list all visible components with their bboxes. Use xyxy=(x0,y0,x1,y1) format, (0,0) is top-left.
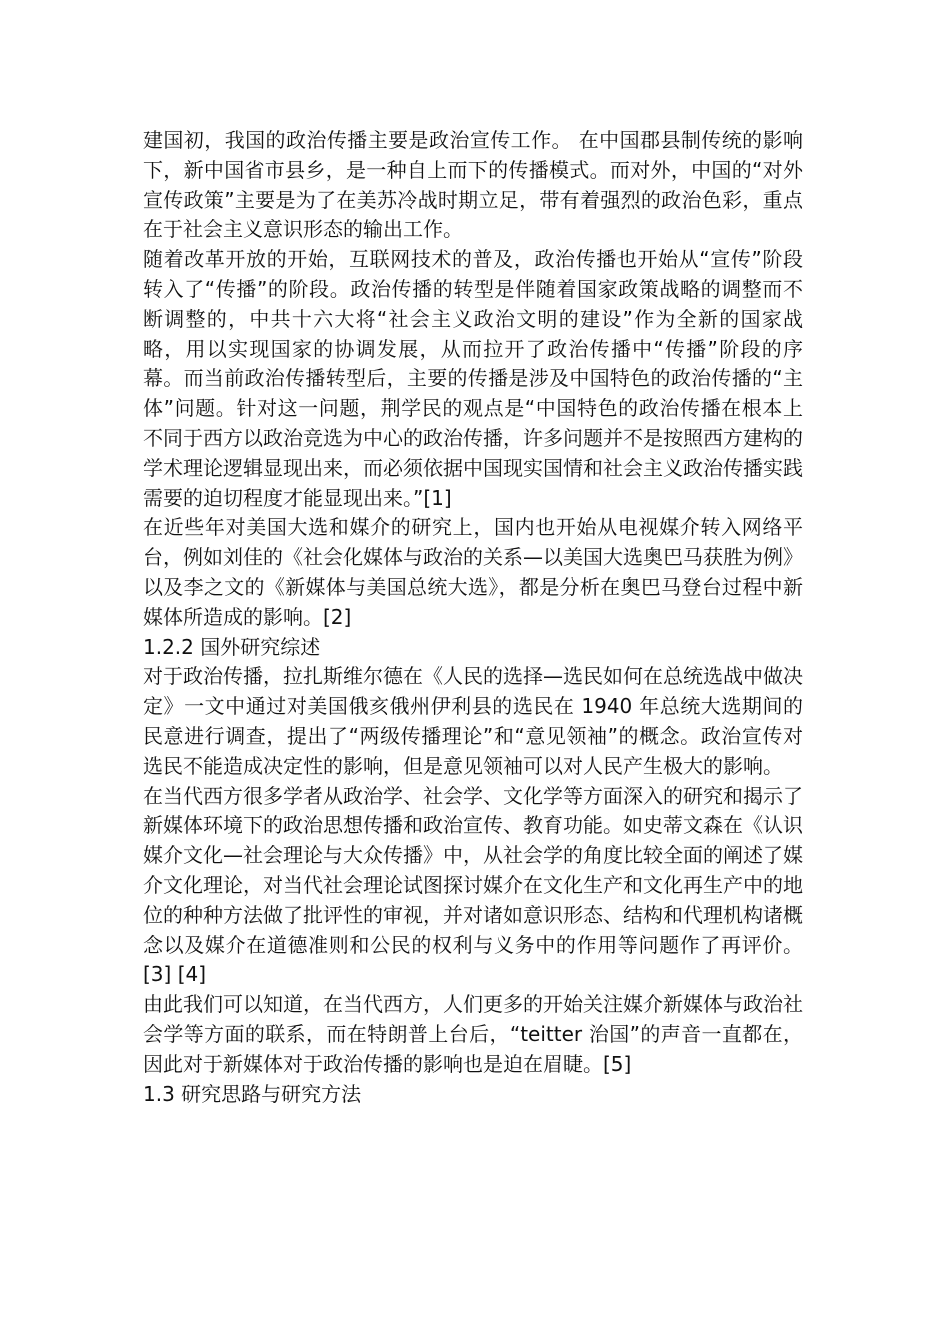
section-heading-foreign-research: 1.2.2 国外研究综述 xyxy=(143,634,321,659)
paragraph-lazarsfeld: 对于政治传播，拉扎斯维尔德在《人民的选择—选民如何在总统选战中做决定》一文中通过对美国俄亥俄州伊利县的选民在 1940 年总统大选期间的民意进行调查，提出了“两级传播理论”和“意见领袖”的概念。政治宣传对选民不能造成决定性的影响，但是意见领袖可以对人民产生极大的影响。 xyxy=(143,664,803,778)
document-page xyxy=(143,126,803,1109)
paragraph-domestic-us-election-research: 在近些年对美国大选和媒介的研究上，国内也开始从电视媒介转入网络平台，例如刘佳的《社会化媒体与政治的关系—以美国大选奥巴马获胜为例》以及李之文的《新媒体与美国总统大选》，都是分析在奥巴马登台过程中新媒体所造成的影响。[2] xyxy=(143,515,803,629)
paragraph-conclusion: 由此我们可以知道，在当代西方，人们更多的开始关注媒介新媒体与政治社会学等方面的联系，而在特朗普上台后，“teitter 治国”的声音一直都在，因此对于新媒体对于政治传播的影响也是迫在眉睫。[5] xyxy=(143,992,803,1076)
section-heading-research-methods: 1.3 研究思路与研究方法 xyxy=(143,1081,362,1106)
paragraph-early-propaganda: 建国初，我国的政治传播主要是政治宣传工作。 在中国郡县制传统的影响下，新中国省市县乡，是一种自上而下的传播模式。而对外，中国的“对外宣传政策”主要是为了在美苏冷战时期立足，带有着强烈的政治色彩，重点在于社会主义意识形态的输出工作。 xyxy=(143,128,803,242)
paragraph-reform-transition: 随着改革开放的开始，互联网技术的普及，政治传播也开始从“宣传”阶段转入了“传播”的阶段。政治传播的转型是伴随着国家政策战略的调整而不断调整的，中共十六大将“社会主义政治文明的建设”作为全新的国家战略，用以实现国家的协调发展，从而拉开了政治传播中“传播”阶段的序幕。而当前政治传播转型后，主要的传播是涉及中国特色的政治传播的“主体”问题。针对这一问题，荆学民的观点是“中国特色的政治传播在根本上不同于西方以政治竞选为中心的政治传播，许多问题并不是按照西方建构的学术理论逻辑显现出来，而必须依据中国现实国情和社会主义政治传播实践需要的迫切程度才能显现出来。”[1] xyxy=(143,247,803,510)
paragraph-western-scholars: 在当代西方很多学者从政治学、社会学、文化学等方面深入的研究和揭示了新媒体环境下的政治思想传播和政治宣传、教育功能。如史蒂文森在《认识媒介文化—社会理论与大众传播》中，从社会学的角度比较全面的阐述了媒介文化理论，对当代社会理论试图探讨媒介在文化生产和文化再生产中的地位的种种方法做了批评性的审视，并对诸如意识形态、结构和代理机构诸概念以及媒介在道德准则和公民的权利与义务中的作用等问题作了再评价。[3] [4] xyxy=(143,783,803,987)
